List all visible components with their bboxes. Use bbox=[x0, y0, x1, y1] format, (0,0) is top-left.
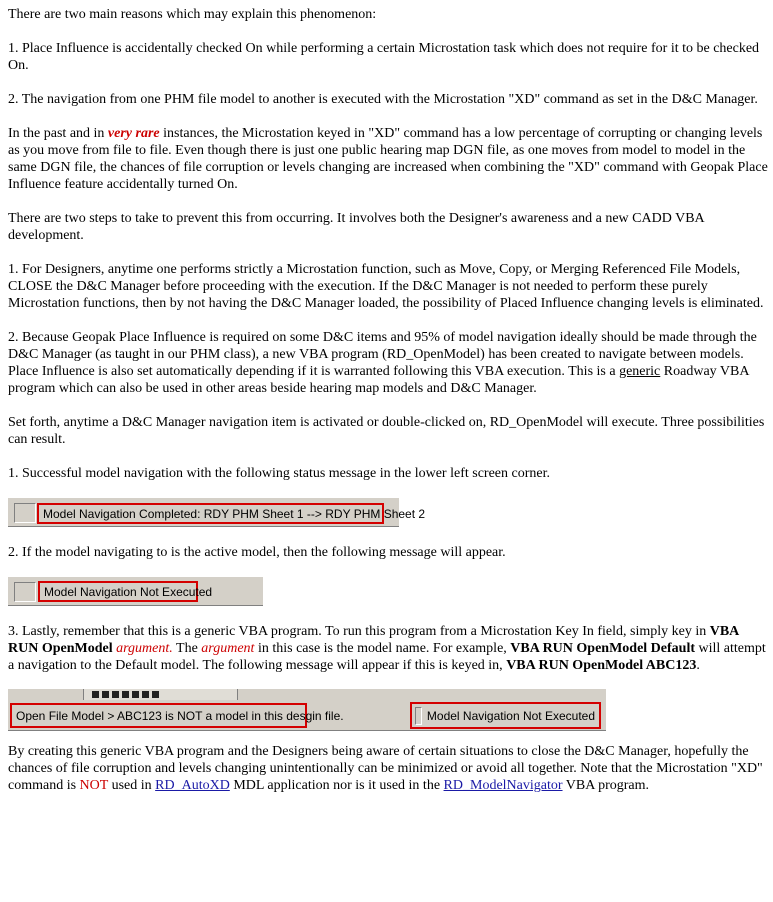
toolbar-icon bbox=[92, 691, 99, 698]
status-message-not-executed-2-text: Model Navigation Not Executed bbox=[426, 708, 595, 723]
steps-intro-paragraph: There are two steps to take to prevent this from occurring. It involves both the Designer's awareness and a new CADD VBA development. bbox=[8, 211, 704, 243]
status-bar-cell bbox=[14, 503, 36, 523]
step-2-text-before: 2. Because Geopak Place Influence is required on some D&C items and 95% of model navigation ideally should be made through the D&C Manager (as taught in our PHM class), a new VBA program (RD_OpenModel) has been created to navigate between models. Place Influence is also set automatically depending if it is warranted following this VBA execution. This is a bbox=[8, 330, 757, 379]
closing-text-b: used in bbox=[108, 778, 156, 793]
document-body bbox=[8, 6, 768, 811]
status-message-not-executed-2 bbox=[410, 702, 601, 729]
status-message-not-executed: Model Navigation Not Executed bbox=[38, 581, 198, 602]
closing-text-a: By creating this generic VBA program and the Designers being aware of certain situations to close the D&C Manager, hopefully the chances of file corruption and levels changing unintentionally can be minimized or avoid all together. Note that the Microstation "XD" command is bbox=[8, 744, 763, 793]
argument-emphasis-2: argument bbox=[201, 641, 255, 656]
past-paragraph bbox=[8, 125, 768, 193]
status-message-invalid-model: Open File Model > ABC123 is NOT a model in this desgin file. bbox=[10, 703, 307, 728]
result-3-paragraph bbox=[8, 623, 768, 674]
past-text-before: In the past and in bbox=[8, 126, 108, 141]
status-bar-success bbox=[8, 497, 426, 527]
very-rare-emphasis: very rare bbox=[107, 126, 160, 141]
toolbar-icon bbox=[142, 691, 149, 698]
result-1-paragraph: 1. Successful model navigation with the following status message in the lower left screen corner. bbox=[8, 466, 550, 481]
closing-paragraph bbox=[8, 743, 768, 794]
step-2-text-after: Roadway VBA program which can also be used in other areas beside hearing map models and D&C Manager. bbox=[8, 364, 749, 396]
vba-run-abc123-command: VBA RUN OpenModel ABC123 bbox=[506, 658, 697, 673]
toolbar-icon bbox=[152, 691, 159, 698]
past-text-after: instances, the Microstation keyed in "XD" command has a low percentage of corrupting or changing levels as you move from file to file. Even though there is just one public hearing map DGN file, as one moves from model to model in the same DGN file, the chances of file corruption or levels changing are increased when combining the "XD" command with Geopak Place Influence feature accidentally turned On. bbox=[8, 126, 768, 192]
rd-autoxd-link[interactable]: RD_AutoXD bbox=[155, 778, 230, 793]
toolbar-icon bbox=[122, 691, 129, 698]
closing-text-d: VBA program. bbox=[562, 778, 649, 793]
status-bar-not-executed bbox=[8, 576, 263, 606]
rd-modelnavigator-link[interactable]: RD_ModelNavigator bbox=[443, 778, 563, 793]
status-message-success: Model Navigation Completed: RDY PHM Sheet 1 --> RDY PHM Sheet 2 bbox=[37, 503, 384, 524]
step-1-paragraph: 1. For Designers, anytime one performs strictly a Microstation function, such as Move, Copy, or Merging Referenced File Models, CLOSE the D&C Manager before proceeding with the execution. If the D&C Manager is not needed to perform these purely Microstation functions, then by not having the D&C Manager loaded, the possibility of Placed Influence changing levels is eliminated. bbox=[8, 262, 764, 311]
reason-2-paragraph: 2. The navigation from one PHM file model to another is executed with the Microstation "XD" command as set in the D&C Manager. bbox=[8, 92, 758, 107]
not-emphasis: NOT bbox=[79, 778, 109, 793]
result-3-text-a: 3. Lastly, remember that this is a generic VBA program. To run this program from a Microstation Key In field, simply key in bbox=[8, 624, 710, 639]
status-bar-cell bbox=[415, 707, 422, 725]
result-3-text-g: in this case is the model name. For example, bbox=[254, 641, 511, 656]
result-3-text-i: will attempt a navigation to the Default model. The following message will appear if this is keyed in, bbox=[8, 641, 766, 673]
toolbar-icon bbox=[102, 691, 109, 698]
vba-run-command: VBA RUN OpenModel bbox=[8, 624, 739, 656]
result-3-text-k: . bbox=[696, 658, 700, 673]
status-bar-invalid-model bbox=[8, 689, 606, 731]
reason-1-paragraph: 1. Place Influence is accidentally checked On while performing a certain Microstation task which does not require for it to be checked On. bbox=[8, 41, 760, 73]
toolbar-icon bbox=[132, 691, 139, 698]
toolbar-fragment bbox=[83, 689, 238, 700]
toolbar-icon bbox=[112, 691, 119, 698]
argument-emphasis: argument. bbox=[116, 641, 173, 656]
generic-underlined: generic bbox=[619, 364, 661, 379]
step-2-paragraph bbox=[8, 329, 768, 397]
closing-text-c: MDL application nor is it used in the bbox=[229, 778, 444, 793]
status-bar-cell bbox=[14, 582, 36, 602]
vba-run-default-command: VBA RUN OpenModel Default bbox=[510, 641, 696, 656]
intro-paragraph: There are two main reasons which may explain this phenomenon: bbox=[8, 7, 377, 22]
result-3-text-e: The bbox=[172, 641, 202, 656]
set-forth-paragraph: Set forth, anytime a D&C Manager navigation item is activated or double-clicked on, RD_OpenModel will execute. Three possibilities can result. bbox=[8, 415, 765, 447]
result-2-paragraph: 2. If the model navigating to is the active model, then the following message will appear. bbox=[8, 545, 506, 560]
